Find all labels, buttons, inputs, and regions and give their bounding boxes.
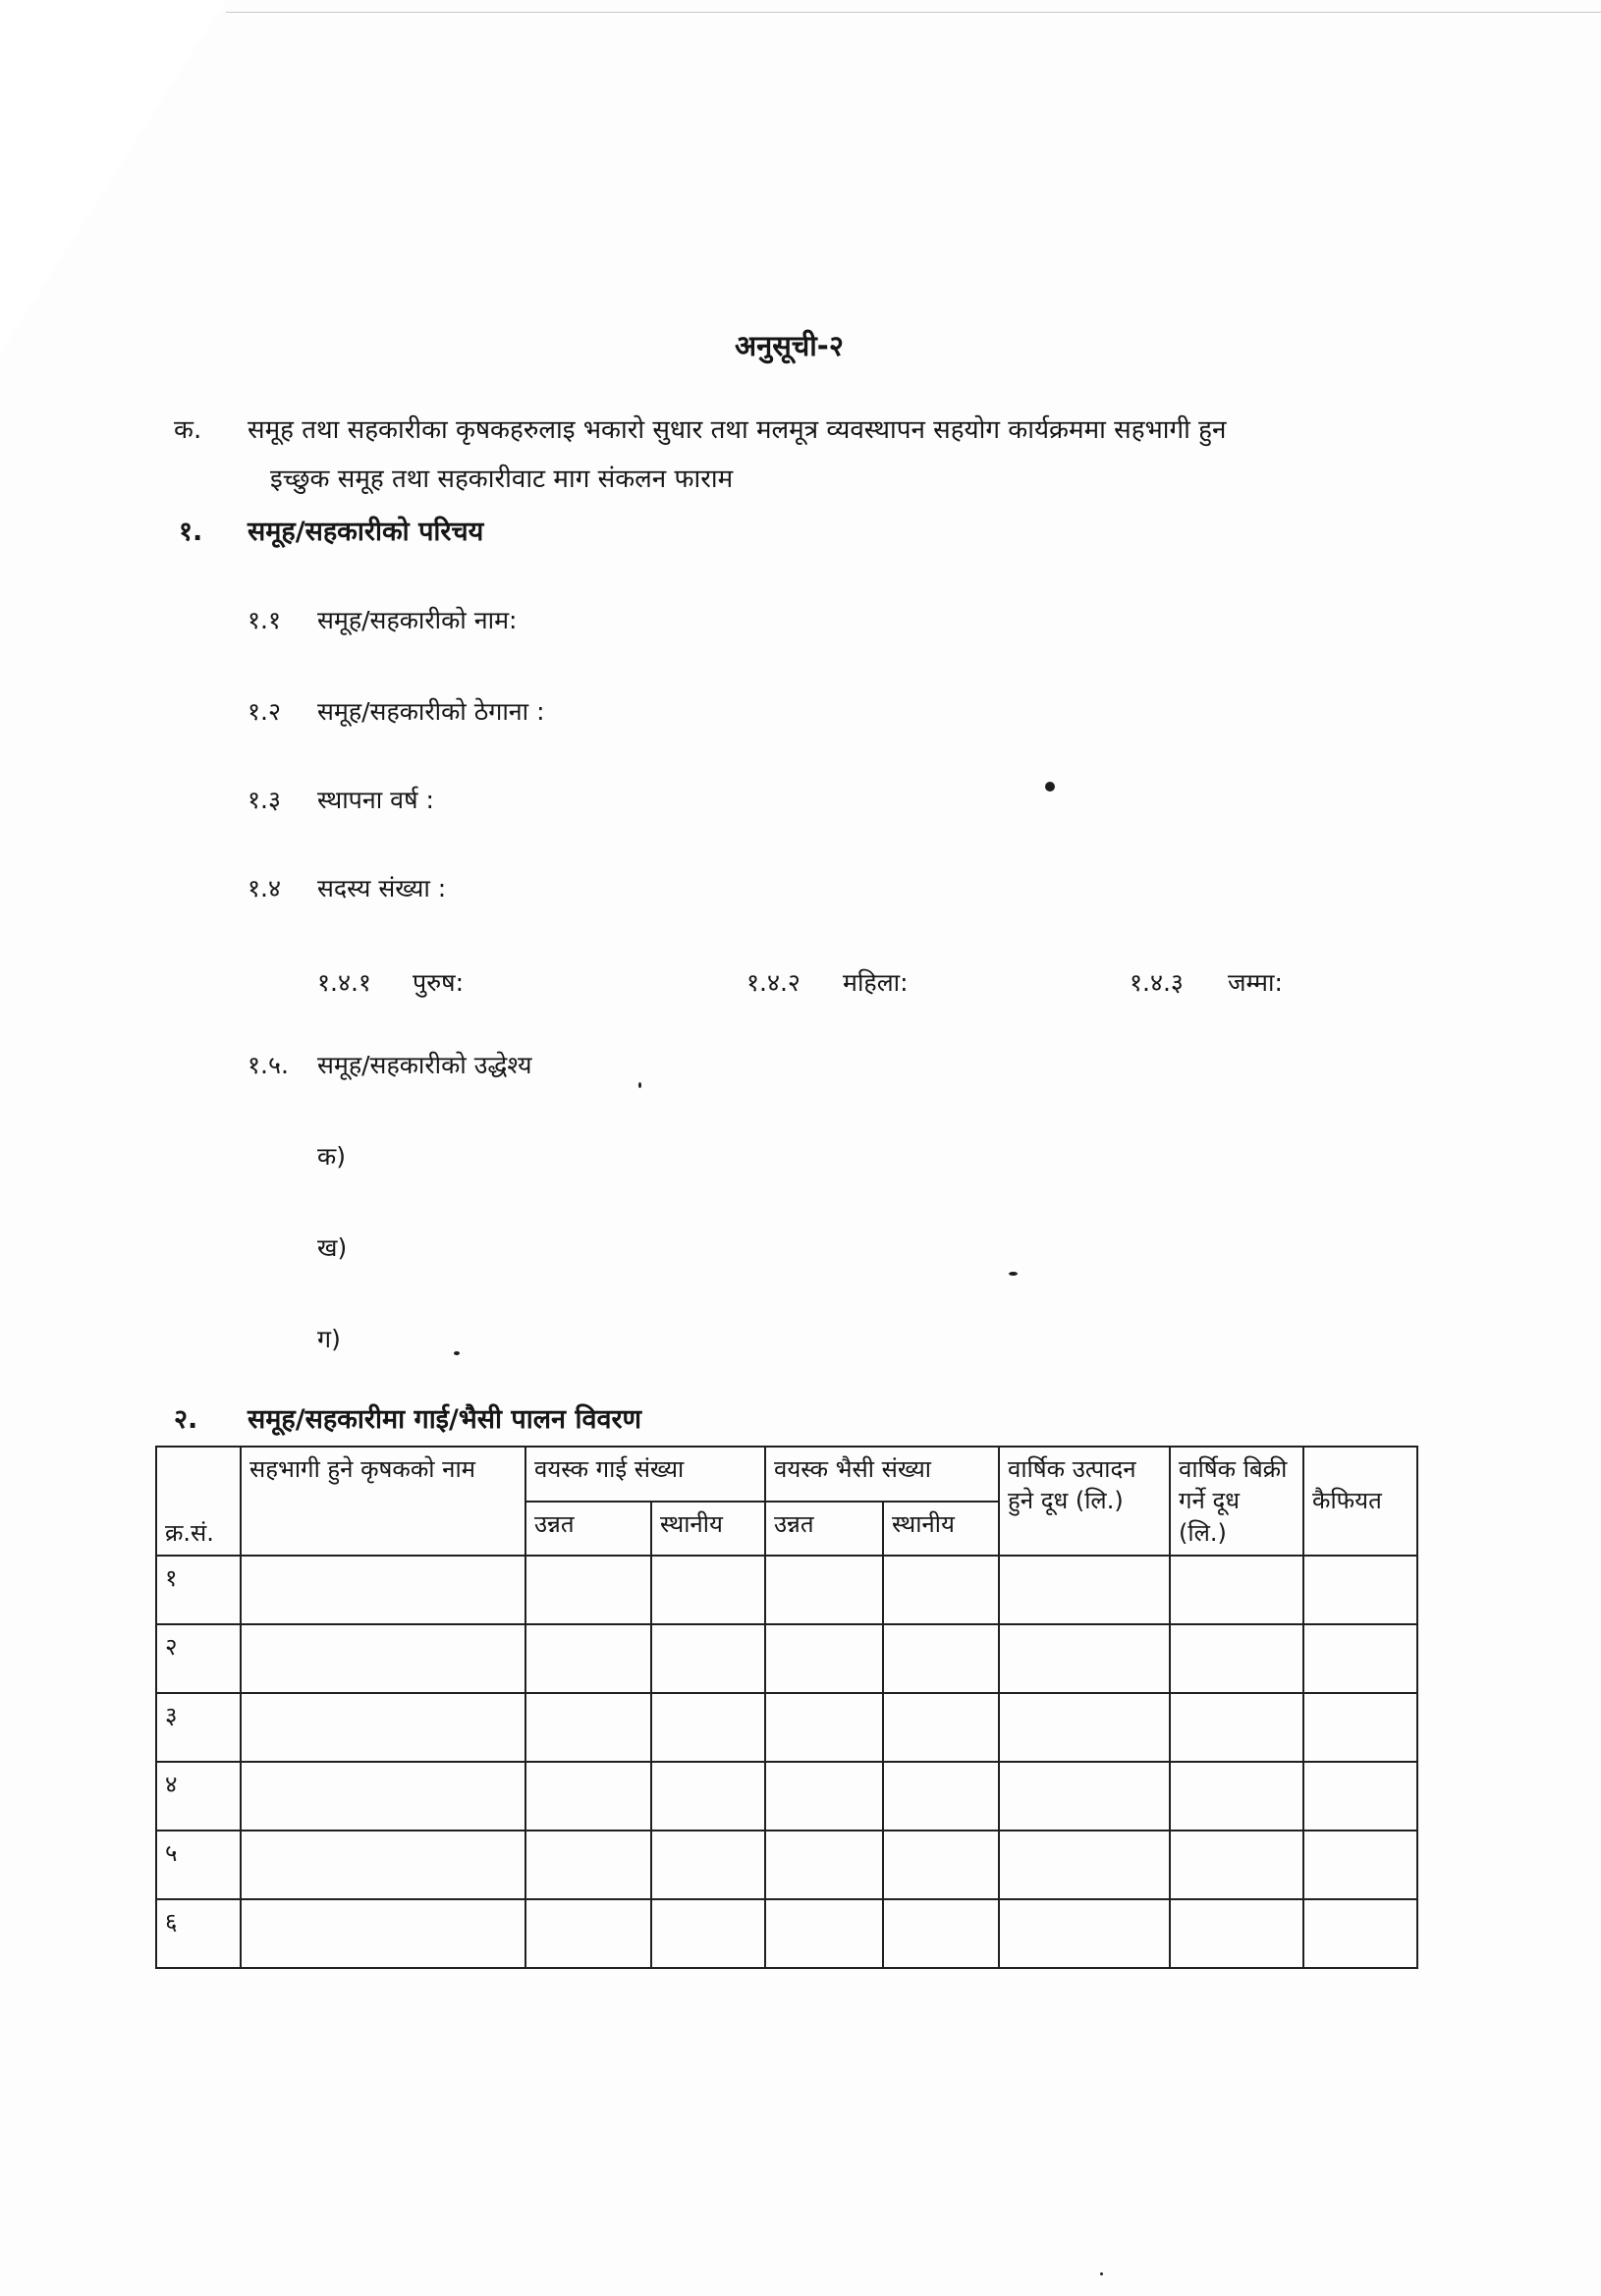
table-cell (1303, 1899, 1417, 1968)
table-cell (999, 1556, 1170, 1624)
header-buffalo-local: स्थानीय (883, 1502, 999, 1557)
field-objective-label: समूह/सहकारीको उद्धेश्य (317, 1051, 532, 1079)
table-cell (883, 1831, 999, 1899)
livestock-table (155, 1446, 1418, 1969)
field-number: १.४ (248, 874, 281, 902)
field-number: १.४.१ (317, 968, 371, 997)
section-ka-text-line2: इच्छुक समूह तथा सहकारीवाट माग संकलन फाराम (270, 465, 734, 494)
table-cell (1170, 1899, 1303, 1968)
table-cell (1170, 1624, 1303, 1693)
table-cell (1170, 1693, 1303, 1762)
row-serial-number: ६ (156, 1899, 241, 1968)
table-cell (999, 1762, 1170, 1831)
header-buffalo-improved: उन्नत (765, 1502, 883, 1557)
table-cell (999, 1693, 1170, 1762)
table-row (156, 1624, 1417, 1693)
section1-number: १. (179, 517, 203, 547)
scan-top-edge (226, 12, 1601, 13)
table-cell (241, 1831, 525, 1899)
table-cell (1303, 1624, 1417, 1693)
table-cell (765, 1762, 883, 1831)
table-cell (525, 1899, 651, 1968)
header-serial-number: क्र.सं. (156, 1447, 241, 1556)
scan-folded-corner (0, 0, 226, 354)
row-serial-number: २ (156, 1624, 241, 1693)
table-cell (525, 1693, 651, 1762)
table-row (156, 1762, 1417, 1831)
table-cell (525, 1556, 651, 1624)
header-adult-buffalo-count: वयस्क भैसी संख्या (765, 1447, 999, 1502)
table-cell (883, 1693, 999, 1762)
table-cell (525, 1624, 651, 1693)
scan-speck (1045, 782, 1055, 792)
objective-item-ka: क) (317, 1142, 346, 1171)
table-cell (765, 1831, 883, 1899)
field-male-label: पुरुष: (413, 968, 465, 997)
table-cell (1303, 1762, 1417, 1831)
section1-heading: समूह/सहकारीको परिचय (248, 517, 484, 547)
table-cell (765, 1899, 883, 1968)
table-cell (241, 1899, 525, 1968)
table-cell (525, 1762, 651, 1831)
header-farmer-name: सहभागी हुने कृषकको नाम (241, 1447, 525, 1556)
document-title: अनुसूची-२ (735, 329, 844, 362)
table-cell (241, 1624, 525, 1693)
table-cell (1303, 1556, 1417, 1624)
table-cell (241, 1693, 525, 1762)
table-row (156, 1556, 1417, 1624)
field-total-label: जम्मा: (1228, 968, 1283, 997)
table-cell (999, 1899, 1170, 1968)
field-established-year-label: स्थापना वर्ष : (317, 786, 434, 814)
row-serial-number: ३ (156, 1693, 241, 1762)
table-cell (1170, 1556, 1303, 1624)
table-cell (651, 1693, 765, 1762)
table-cell (999, 1831, 1170, 1899)
table-cell (651, 1624, 765, 1693)
field-group-address-label: समूह/सहकारीको ठेगाना : (317, 697, 545, 726)
table-cell (883, 1624, 999, 1693)
header-remarks: कैफियत (1303, 1447, 1417, 1556)
header-adult-cow-count: वयस्क गाई संख्या (525, 1447, 765, 1502)
scan-speck (638, 1082, 641, 1088)
header-cow-improved: उन्नत (525, 1502, 651, 1557)
table-cell (1170, 1762, 1303, 1831)
section2-heading: समूह/सहकारीमा गाई/भैसी पालन विवरण (248, 1404, 642, 1435)
table-cell (1170, 1831, 1303, 1899)
table-cell (525, 1831, 651, 1899)
header-annual-milk-sales: वार्षिक बिक्री गर्ने दूध (लि.) (1170, 1447, 1303, 1556)
table-row (156, 1693, 1417, 1762)
table-cell (241, 1556, 525, 1624)
table-cell (883, 1762, 999, 1831)
scan-speck (454, 1351, 460, 1355)
table-cell (651, 1556, 765, 1624)
objective-item-kha: ख) (317, 1233, 348, 1262)
table-cell (651, 1762, 765, 1831)
scan-speck (1009, 1272, 1018, 1276)
field-number: १.५. (248, 1051, 289, 1079)
section-ka-text-line1: समूह तथा सहकारीका कृषकहरुलाइ भकारो सुधार तथा मलमूत्र व्यवस्थापन सहयोग कार्यक्रममा सहभागी हुन (248, 415, 1227, 445)
table-cell (1303, 1831, 1417, 1899)
table-cell (651, 1899, 765, 1968)
table-cell (1303, 1693, 1417, 1762)
field-number: १.४.२ (746, 968, 800, 997)
section2-number: २. (174, 1404, 198, 1435)
table-row (156, 1831, 1417, 1899)
row-serial-number: ४ (156, 1762, 241, 1831)
table-cell (765, 1624, 883, 1693)
field-member-count-label: सदस्य संख्या : (317, 874, 447, 902)
header-annual-milk-production: वार्षिक उत्पादन हुने दूध (लि.) (999, 1447, 1170, 1556)
row-serial-number: ५ (156, 1831, 241, 1899)
header-cow-local: स्थानीय (651, 1502, 765, 1557)
table-row (156, 1899, 1417, 1968)
field-number: १.२ (248, 697, 281, 726)
field-female-label: महिला: (843, 968, 909, 997)
table-cell (765, 1693, 883, 1762)
table-cell (883, 1556, 999, 1624)
section-ka-marker: क. (174, 415, 202, 445)
table-cell (883, 1899, 999, 1968)
field-group-name-label: समूह/सहकारीको नाम: (317, 606, 518, 634)
field-number: १.४.३ (1130, 968, 1184, 997)
table-cell (651, 1831, 765, 1899)
table-cell (999, 1624, 1170, 1693)
table-cell (241, 1762, 525, 1831)
row-serial-number: १ (156, 1556, 241, 1624)
field-number: १.३ (248, 786, 281, 814)
scan-speck (1100, 2272, 1103, 2275)
objective-item-ga: ग) (317, 1325, 341, 1353)
table-cell (765, 1556, 883, 1624)
field-number: १.१ (248, 606, 281, 634)
